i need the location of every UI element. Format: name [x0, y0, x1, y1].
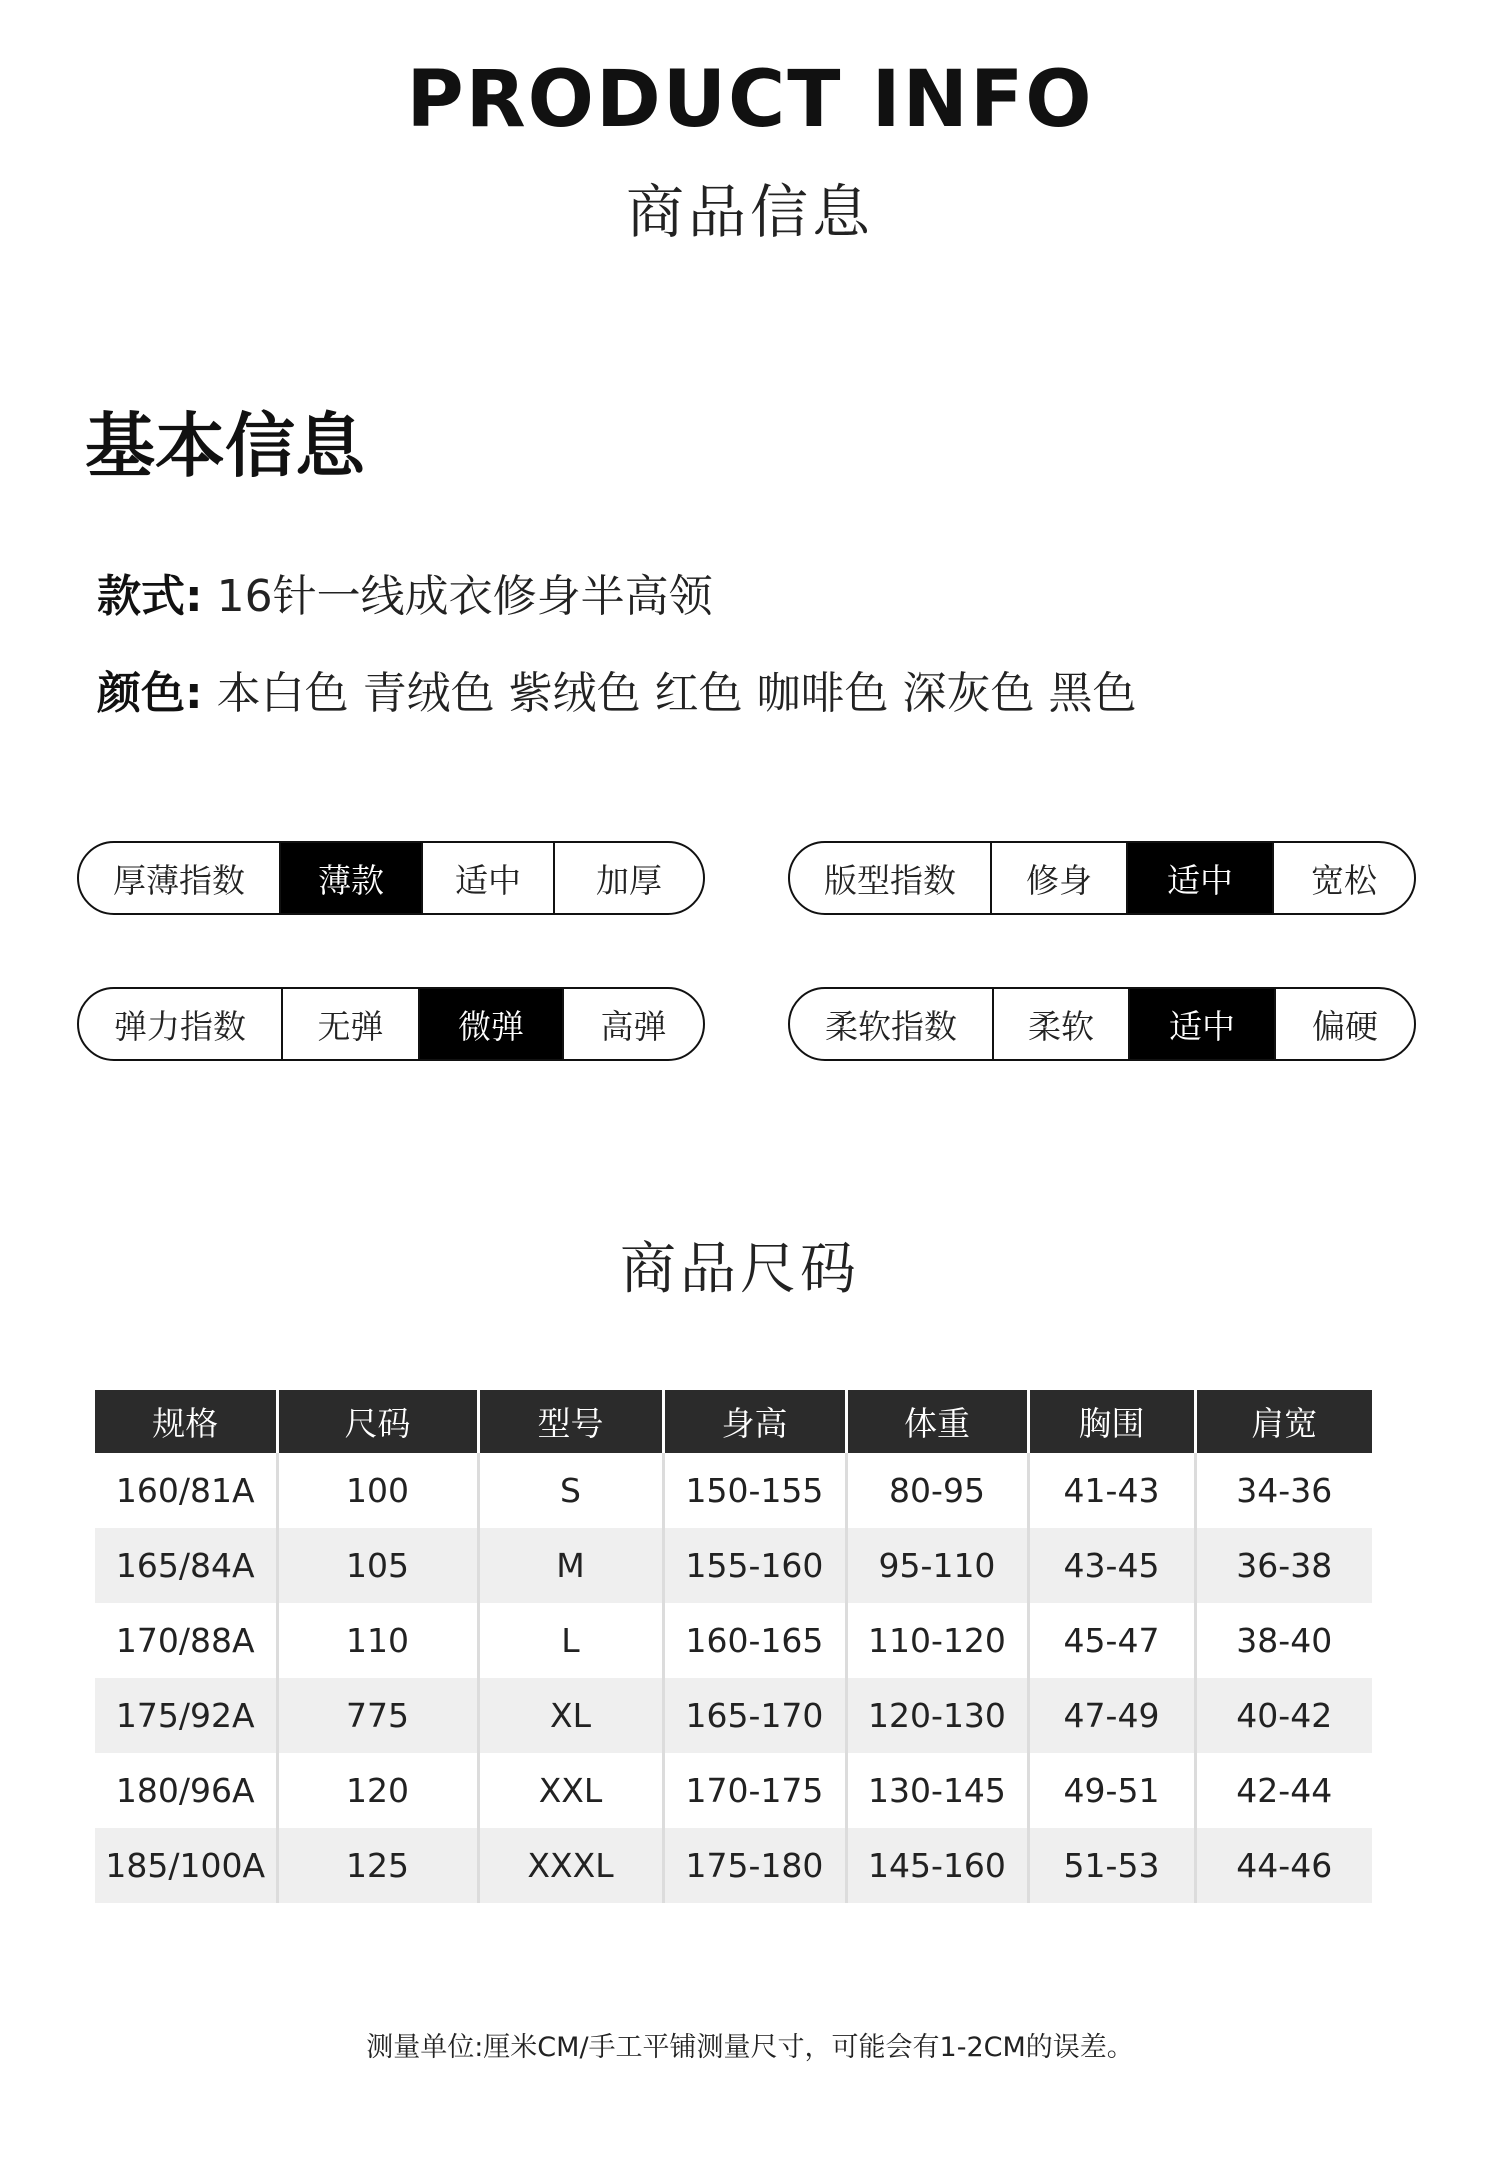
color-line — [97, 657, 1137, 721]
table-cell: 165/84A — [95, 1528, 277, 1603]
table-cell: 145-160 — [846, 1828, 1028, 1903]
table-row — [95, 1678, 1372, 1753]
table-cell: 120-130 — [846, 1678, 1028, 1753]
page-title-cn: 商品信息 — [625, 178, 874, 246]
table-cell: 110-120 — [846, 1603, 1028, 1678]
table-cell: 36-38 — [1195, 1528, 1372, 1603]
index-option: 微弹 — [418, 989, 562, 1059]
table-cell: S — [478, 1453, 663, 1528]
table-cell: 185/100A — [95, 1828, 277, 1903]
color-label: 颜色: — [97, 668, 203, 719]
table-cell: 175/92A — [95, 1678, 277, 1753]
table-row — [95, 1603, 1372, 1678]
table-cell: 170-175 — [663, 1753, 846, 1828]
table-row — [95, 1528, 1372, 1603]
table-cell: 160-165 — [663, 1603, 846, 1678]
index-option: 加厚 — [553, 843, 703, 913]
table-cell: 40-42 — [1195, 1678, 1372, 1753]
table-cell: 44-46 — [1195, 1828, 1372, 1903]
header-cell: 体重 — [846, 1390, 1028, 1453]
thickness-index — [77, 841, 705, 915]
softness-index — [788, 987, 1416, 1061]
table-cell: M — [478, 1528, 663, 1603]
index-option: 偏硬 — [1274, 989, 1414, 1059]
header-cell: 肩宽 — [1195, 1390, 1372, 1453]
index-option: 适中 — [1128, 989, 1274, 1059]
table-cell: 165-170 — [663, 1678, 846, 1753]
table-cell: 95-110 — [846, 1528, 1028, 1603]
index-label: 柔软指数 — [825, 1006, 957, 1046]
size-table-header — [95, 1390, 1372, 1453]
index-label: 弹力指数 — [114, 1006, 246, 1046]
fit-index — [788, 841, 1416, 915]
index-option: 薄款 — [279, 843, 421, 913]
index-option: 高弹 — [562, 989, 703, 1059]
index-label: 版型指数 — [824, 860, 956, 900]
table-cell: 170/88A — [115, 1621, 255, 1660]
index-option: 无弹 — [281, 989, 418, 1059]
table-cell: 125 — [277, 1828, 478, 1903]
table-cell: 45-47 — [1028, 1603, 1195, 1678]
table-cell: 41-43 — [1028, 1453, 1195, 1528]
index-option: 适中 — [1126, 843, 1272, 913]
basic-info-title: 基本信息 — [85, 405, 365, 487]
table-cell: 180/96A — [115, 1771, 255, 1810]
header-cell: 尺码 — [277, 1390, 478, 1453]
table-cell: 130-145 — [846, 1753, 1028, 1828]
table-cell: 775 — [277, 1678, 478, 1753]
header-cell: 型号 — [478, 1390, 663, 1453]
table-row — [95, 1753, 1372, 1828]
style-line — [97, 560, 713, 624]
table-cell: 105 — [277, 1528, 478, 1603]
table-cell: 47-49 — [1028, 1678, 1195, 1753]
style-label: 款式: — [97, 571, 203, 622]
table-cell: 120 — [277, 1753, 478, 1828]
table-row — [95, 1453, 1372, 1528]
elasticity-index — [77, 987, 705, 1061]
table-cell: 38-40 — [1195, 1603, 1372, 1678]
table-row — [95, 1828, 1372, 1903]
color-value: 本白色 青绒色 紫绒色 红色 咖啡色 深灰色 黑色 — [216, 668, 1137, 719]
size-section-title: 商品尺码 — [620, 1237, 860, 1302]
table-cell: 43-45 — [1028, 1528, 1195, 1603]
table-cell: 42-44 — [1195, 1753, 1372, 1828]
index-option: 修身 — [990, 843, 1126, 913]
table-cell: XL — [478, 1678, 663, 1753]
table-cell: 80-95 — [846, 1453, 1028, 1528]
header-cell: 胸围 — [1028, 1390, 1195, 1453]
table-cell: 51-53 — [1028, 1828, 1195, 1903]
table-cell: XXXL — [478, 1828, 663, 1903]
index-label: 厚薄指数 — [113, 860, 245, 900]
header-cell: 身高 — [663, 1390, 846, 1453]
table-cell: 175-180 — [663, 1828, 846, 1903]
header-cell: 规格 — [95, 1390, 277, 1453]
index-option: 宽松 — [1272, 843, 1414, 913]
table-cell: 34-36 — [1195, 1453, 1372, 1528]
style-value: 16针一线成衣修身半高领 — [216, 571, 713, 622]
table-cell: 155-160 — [663, 1528, 846, 1603]
index-option: 适中 — [421, 843, 553, 913]
table-cell: 160/81A — [115, 1471, 255, 1510]
table-cell: 150-155 — [663, 1453, 846, 1528]
table-cell: 100 — [277, 1453, 478, 1528]
table-cell: 110 — [277, 1603, 478, 1678]
table-cell: XXL — [478, 1753, 663, 1828]
page-title-en: PRODUCT INFO — [406, 55, 1094, 145]
index-option: 柔软 — [992, 989, 1128, 1059]
table-cell: 49-51 — [1028, 1753, 1195, 1828]
measurement-note: 测量单位:厘米CM/手工平铺测量尺寸，可能会有1-2CM的误差。 — [366, 2032, 1134, 2063]
size-table — [95, 1390, 1372, 1903]
table-cell: L — [478, 1603, 663, 1678]
